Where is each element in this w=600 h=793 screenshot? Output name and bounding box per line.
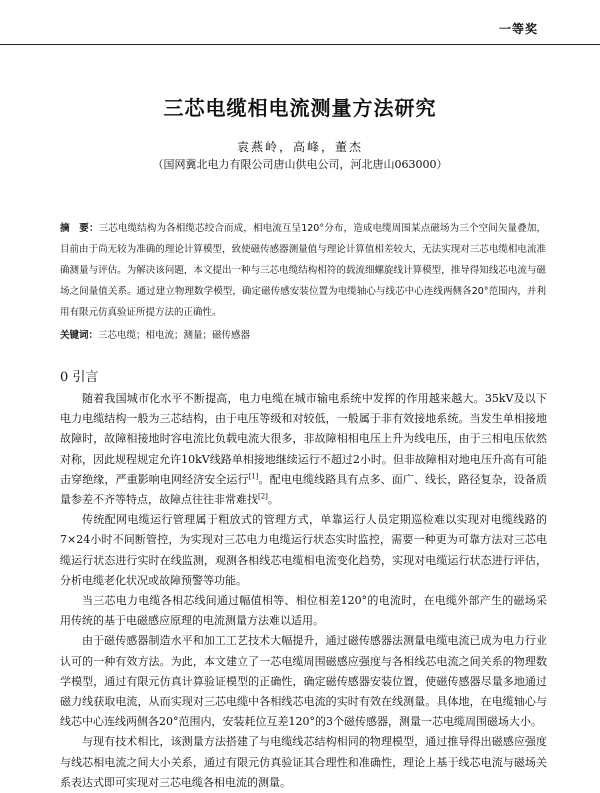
keywords-text: 三芯电缆；相电流；测量；磁传感器 xyxy=(98,330,251,341)
keywords xyxy=(60,327,546,341)
paragraph-4: 由于磁传感器制造水平和加工工艺技术大幅提升，通过磁传感器法测量电缆电流已成为电力行业认可的一种有效方法。为此，本文建立了一芯电缆周围磁感应强度与各相线芯电流之间关系的物理数学模型，通过有限元仿真计算验证模型的正确性，确定磁传感器安装位置，使磁传感器尽量多地通过磁力线获取电流，从而实现对三芯电缆中各相线芯电流的实时有效在线测量。具体地，在电缆轴心与线芯中心连线两侧各20°范围内，安装耗位互差120°的3个磁传感器，测量一芯电缆周围磁场大小。 xyxy=(60,634,547,729)
citation-2[interactable]: [2] xyxy=(258,492,268,501)
keywords-label: 关键词： xyxy=(60,330,99,341)
abstract-text: 三芯电缆结构为各相缆芯绞合而成，相电流互呈120°分布，造成电缆周围某点磁场为三个空间矢量叠加，目前由于尚无较为准确的理论计算模型，致使磁传感器测量值与理论计算值相差较大，无法实现对三芯电缆相电流准确测量与评估。为解决该问题，本文提出一种与三芯电缆结构相符的载流细螺旋线计算模型，推导得知线芯电流与磁场之间量值关系。通过建立物理数学模型，确定磁传感安装位置为电缆轴心与线芯中心连线两侧各20°范围内，并利用有限元仿真验证所提方法的正确性。 xyxy=(60,223,546,318)
header-award: 一等奖 xyxy=(498,22,538,36)
section-number: 0 xyxy=(60,370,69,385)
section-title: 引言 xyxy=(72,370,99,385)
section-heading xyxy=(60,366,98,385)
citation-1[interactable]: [1] xyxy=(248,472,259,481)
paper-title: 三芯电缆相电流测量方法研究 xyxy=(163,96,437,120)
abstract xyxy=(60,218,546,323)
abstract-label: 摘 要： xyxy=(60,223,99,234)
paper-affiliation: （国网冀北电力有限公司唐山供电公司，河北唐山063000） xyxy=(152,158,448,171)
paragraph-5: 与现有技术相比，该测量方法搭建了与电缆线芯结构相同的物理模型，通过推导得出磁感应强度与线芯相电流之间大小关系，通过有限元仿真验证其合理性和准确性，理论上基于线芯电流与磁场关系表达式即可实现对三芯电缆各相电流的测量。 xyxy=(60,735,547,789)
body-text xyxy=(60,389,547,793)
paragraph-1: 随着我国城市化水平不断提高，电力电缆在城市输电系统中发挥的作用越来越大。35kV及以下电力电缆结构一般为三芯结构，由于电压等级和对较低，一般属于非有效接地系统。当发生单相接地故障时，故障相接地时容电流比负载电流大很多，非故障相相电压上升为线电压，由于三相电压依然对称，因此规程规定允许10kV线路单相接地继续运行不超过2小时。但非故障相对地电压升高有可能击穿绝缘，严重影响电网经济安全运行[1]。配电电缆线路具有点多、面广、线长，路径复杂，设备质量参差不齐等特点，故障点往往非常难找[2]。 xyxy=(60,392,548,507)
paper-authors: 袁燕岭，高峰，董杰 xyxy=(236,140,363,154)
paragraph-3: 当三芯电力电缆各相芯线间通过幅值相等、相位相差120°的电流时，在电缆外部产生的磁场采用传统的基于电磁感应原理的电流测量方法难以适用。 xyxy=(60,594,547,628)
paragraph-2: 传统配网电缆运行管理属于粗放式的管理方式，单靠运行人员定期巡检难以实现对电缆线路的7×24小时不间断管控，为实现对三芯电力电缆运行状态实时监控，需要一种更为可靠方法对三芯电缆运行状态进行实时在线监测，观测各相线芯电缆相电流变化趋势，实现对电缆运行状态进行评估，分析电缆老化状况或故障预警等功能。 xyxy=(60,513,547,587)
header-rule xyxy=(0,44,600,45)
